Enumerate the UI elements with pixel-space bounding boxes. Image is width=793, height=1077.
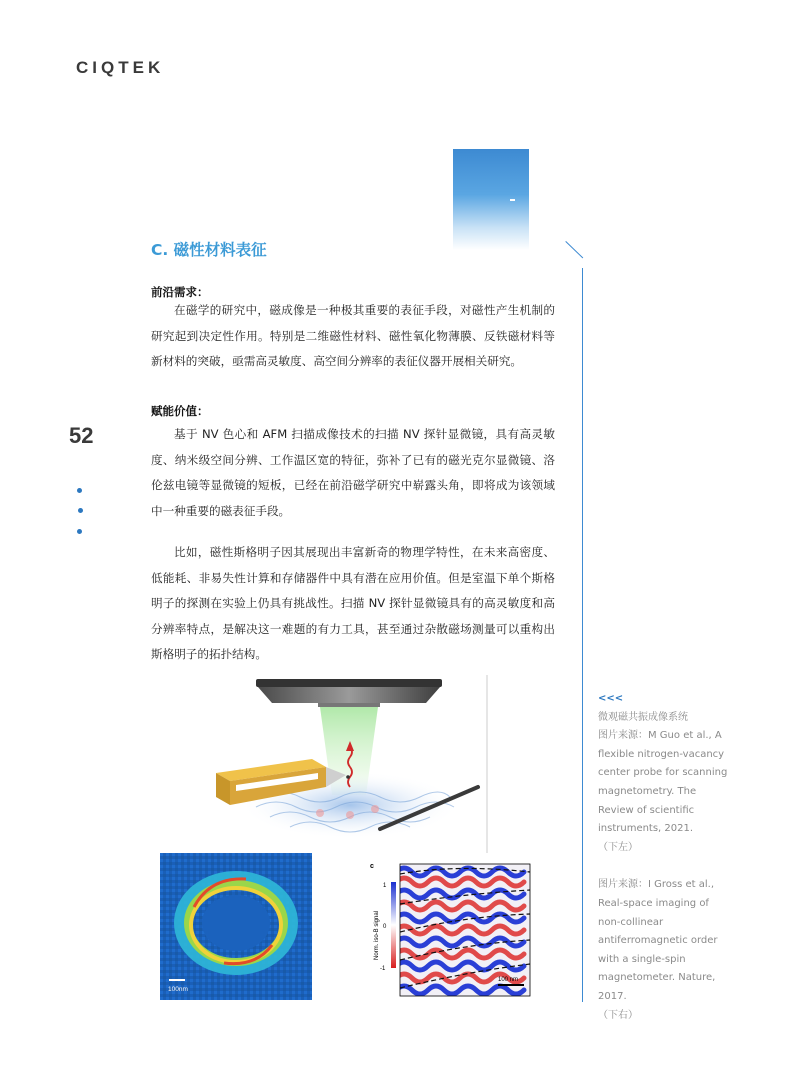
caption-arrows: <<< (598, 693, 624, 704)
caption-source-2-position: （下右） (598, 1009, 638, 1021)
scale-label-right: 100 nm (498, 977, 519, 983)
subheading-frontier-demand: 前沿需求： (151, 285, 209, 299)
decorative-dash (510, 199, 515, 201)
decorative-blue-block (453, 149, 529, 250)
decorative-dot (77, 488, 82, 493)
tick-label-bottom: -1 (380, 966, 386, 972)
scale-label-left: 100nm (168, 986, 188, 993)
iso-b-signal-map (366, 860, 534, 998)
panel-label: c (370, 863, 374, 870)
ciqtek-logo: CIQTEK (76, 58, 165, 77)
caption-title: 微观磁共振成像系统 (598, 711, 688, 723)
subheading-value: 赋能价值： (151, 404, 209, 418)
tick-label-top: 1 (383, 883, 387, 889)
image-caption (598, 690, 728, 1025)
y-axis-label: Norm. iso-B signal (374, 910, 380, 960)
tick-label-mid: 0 (383, 924, 387, 930)
sidebar-divider-line (582, 268, 583, 1002)
section-title: C. 磁性材料表征 (151, 241, 267, 259)
magnetic-ring-image (160, 853, 312, 1000)
page-number: 52 (69, 423, 94, 448)
caption-source-1-position: （下左） (598, 841, 638, 853)
nv-probe-illustration (200, 675, 490, 853)
decorative-diagonal-line (565, 241, 583, 259)
paragraph-value-1: 基于 NV 色心和 AFM 扫描成像技术的扫描 NV 探针显微镜，具有高灵敏度、纳米级空间分辨、工作温区宽的特征，弥补了已有的磁光克尔显微镜、洛伦兹电镜等显微镜的短板，已经在前沿磁学研究中崭露头角，即将成为该领域中一种重要的磁表征手段。 (151, 427, 555, 518)
caption-source-1: 图片来源：M Guo et al., A flexible nitrogen-vacancy center probe for scanning magnetometry. The Review of scientific instruments, 2021. (598, 730, 728, 835)
paragraph-value-2: 比如，磁性斯格明子因其展现出丰富新奇的物理学特性，在未来高密度、低能耗、非易失性计算和存储器件中具有潜在应用价值。但是室温下单个斯格明子的探测在实验上仍具有挑战性。扫描 NV 探针显微镜具有的高灵敏度和高分辨率特点，是解决这一难题的有力工具，甚至通过杂散磁场测量可以重构出斯格明子的拓扑结构。 (151, 545, 555, 661)
paragraph-frontier-demand: 在磁学的研究中，磁成像是一种极其重要的表征手段，对磁性产生机制的研究起到决定性作用。特别是二维磁性材料、磁性氧化物薄膜、反铁磁材料等新材料的突破，亟需高灵敏度、高空间分辨率的表征仪器开展相关研究。 (151, 303, 555, 368)
decorative-dot (77, 529, 82, 534)
decorative-dot (78, 508, 83, 513)
caption-source-2: 图片来源：I Gross et al., Real-space imaging of non-collinear antiferromagnetic order with a single-spin magnetometer. Nature, 2017. (598, 879, 718, 1002)
